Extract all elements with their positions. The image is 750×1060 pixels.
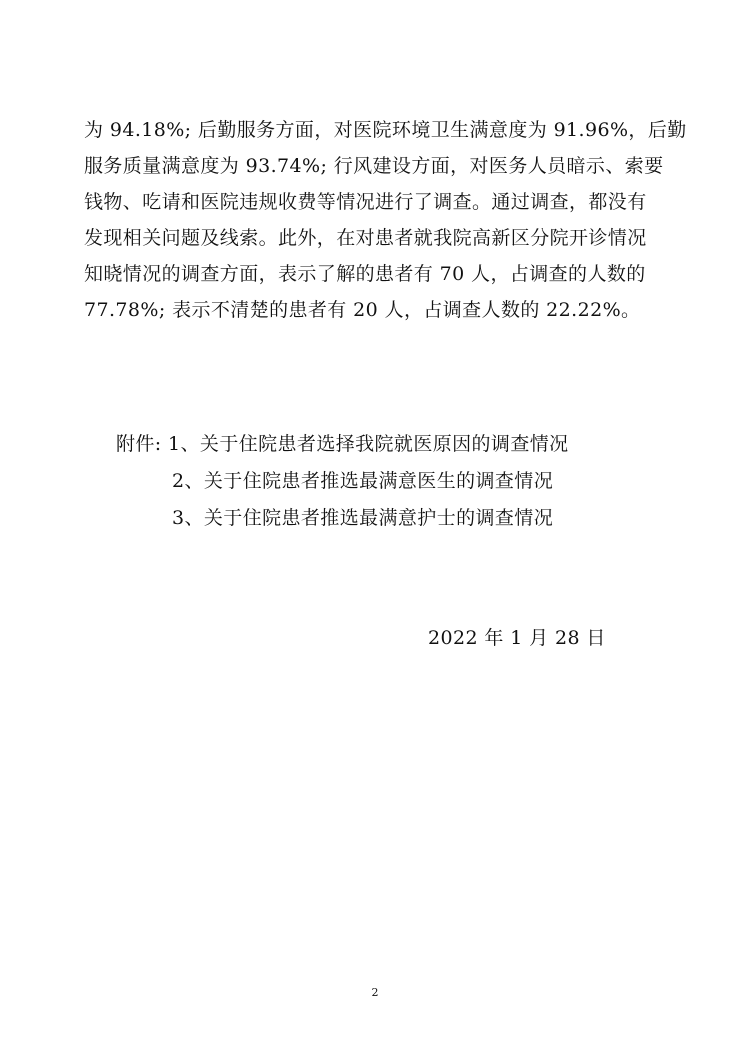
body-paragraph bbox=[84, 112, 687, 328]
attachments-list bbox=[116, 426, 676, 537]
paragraph-line: 77.78%; 表示不清楚的患者有 20 人，占调查人数的 22.22%。 bbox=[84, 299, 641, 321]
paragraph-line: 服务质量满意度为 93.74%; 行风建设方面，对医务人员暗示、索要 bbox=[84, 155, 664, 177]
attachment-item-3: 3、关于住院患者推选最满意护士的调查情况 bbox=[172, 507, 554, 529]
attachment-item-1: 附件: 1、关于住院患者选择我院就医原因的调查情况 bbox=[116, 433, 569, 455]
page-number: 2 bbox=[371, 986, 379, 999]
paragraph-line: 发现相关问题及线索。此外，在对患者就我院高新区分院开诊情况 bbox=[84, 227, 647, 249]
document-date: 2022 年 1 月 28 日 bbox=[428, 627, 606, 649]
paragraph-line: 钱物、吃请和医院违规收费等情况进行了调查。通过调查，都没有 bbox=[84, 191, 647, 213]
paragraph-line: 为 94.18%; 后勤服务方面，对医院环境卫生满意度为 91.96%，后勤 bbox=[84, 119, 687, 141]
attachment-item-2: 2、关于住院患者推选最满意医生的调查情况 bbox=[172, 470, 554, 492]
paragraph-line: 知晓情况的调查方面，表示了解的患者有 70 人，占调查的人数的 bbox=[84, 263, 646, 285]
